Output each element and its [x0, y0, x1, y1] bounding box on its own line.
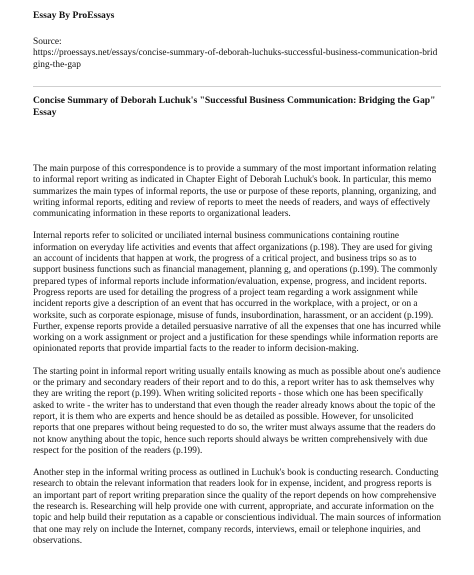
paragraph-starting-point: The starting point in informal report writing usually entails knowing as much as possible about one's audience or the primary and secondary readers of their report and to do this, a report writer has to ask themselves why they are writing the report (p.199). When writing solicited reports - those which one has been specifically asked to write - the writer has to understand that even though the reader already knows about the topic of the report, it is them who are experts and hence should be as detailed as possible. However, for unsolicited reports that one prepares without being requested to do so, the writer must always assume that the readers do not know anything about the topic, hence such reports should always be written comprehensively with due respect for the position of the readers (p.199).: [33, 366, 441, 456]
source-url-link[interactable]: https://proessays.net/essays/concise-summary-of-deborah-luchuks-successful-business-communication-bridging-the-gap: [33, 48, 438, 70]
paragraph-research: Another step in the informal writing process as outlined in Luchuk's book is conducting research. Conducting research to obtain the relevant information that readers look for in expense, incident, and progress reports is an important part of report writing preparation since the quality of the report depends on how comprehensive the research is. Researching will help provide one with current, appropriate, and accurate information on the topic and help build their reputation as a capable or conscientious individual. The main sources of information that one may rely on include the Internet, company records, interviews, email or telephone inquiries, and observations.: [33, 468, 442, 546]
brand-header: Essay By ProEssays: [33, 10, 115, 21]
essay-body: [33, 164, 441, 558]
header-divider: [33, 86, 441, 87]
source-label: Source:: [33, 37, 62, 47]
essay-title: Concise Summary of Deborah Luchuk's "Successful Business Communication: Bridging the Gap" Essay: [33, 95, 436, 118]
paragraph-intro: The main purpose of this correspondence is to provide a summary of the most important information relating to informal report writing as indicated in Chapter Eight of Deborah Luchuk's book. In particular, this memo summarizes the main types of informal reports, the use or purpose of these reports, planning, organizing, and writing informal reports, editing and review of reports to meet the needs of readers, and ways of effectively communicating information in these reports to organizational leaders.: [33, 164, 437, 220]
paragraph-internal-reports: Internal reports refer to solicited or unciliated internal business communications containing routine information on everyday life activities and events that affect organizations (p.198). They are used for giving an account of incidents that happen at work, the progress of a critical project, and business trips so as to support business functions such as financial management, planning g, and operations (p.199). The commonly prepared types of informal reports include information/evaluation, expense, progress, and incident reports. Progress reports are used for detailing the progress of a project team regarding a work assignment while incident reports give a description of an event that has occurred in the workplace, with a project, or on a worksite, such as corporate espionage, misuse of funds, insubordination, harassment, or an accident (p.199). Further, expense reports provide a detailed persuasive narrative of all the expenses that one has incurred while working on a work assignment or project and a justification for these spendings while information reports are opinionated reports that provide impartial facts to the reader to inform decision-making.: [33, 231, 441, 355]
document-page: [33, 0, 443, 575]
